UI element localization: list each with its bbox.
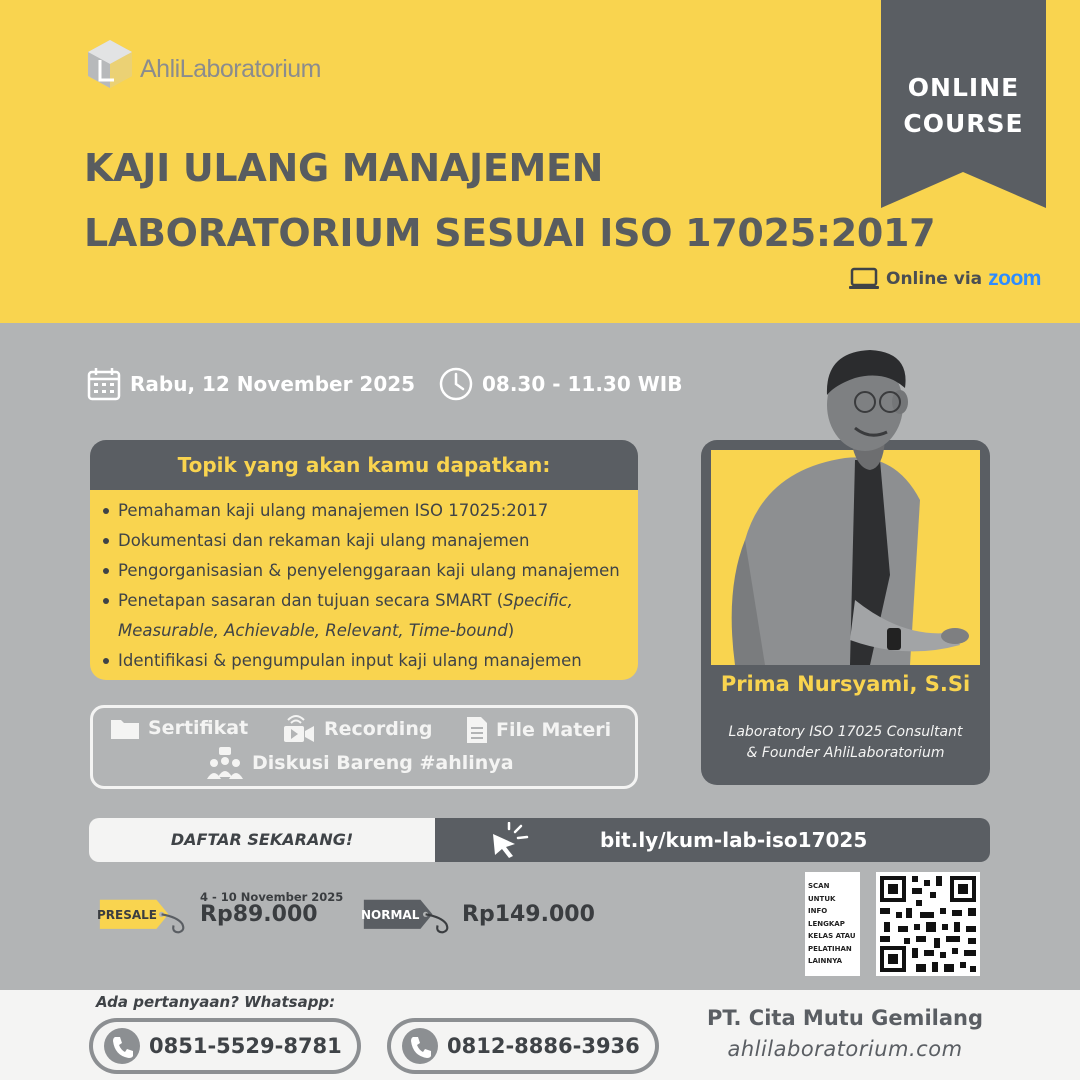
platform-label: Online via <box>886 269 983 289</box>
phone-icon <box>103 1027 141 1065</box>
phone-icon <box>401 1027 439 1065</box>
registration-link[interactable] <box>435 818 990 862</box>
brand-name: AhliLaboratorium <box>140 55 321 83</box>
clock-icon <box>438 366 474 402</box>
registration-url[interactable]: bit.ly/kum-lab-iso17025 <box>600 828 868 852</box>
event-time-text: 08.30 - 11.30 WIB <box>482 372 683 396</box>
qr-code[interactable] <box>876 872 980 976</box>
course-title-line2: LABORATORIUM SESUAI ISO 17025:2017 <box>84 211 936 255</box>
list-item: Identifikasi & pengumpulan input kaji ulang manajemen <box>98 646 638 676</box>
ribbon-label <box>881 70 1046 142</box>
scan-instructions: SCAN UNTUK INFO LENGKAP KELAS ATAU PELATIHAN LAINNYA <box>805 872 860 976</box>
laptop-icon <box>848 267 880 291</box>
video-camera-icon <box>282 714 316 744</box>
ribbon-line1: ONLINE <box>907 73 1020 102</box>
topics-list <box>98 496 638 676</box>
registration-bar[interactable] <box>89 818 990 862</box>
presale-label: PRESALE <box>97 908 158 922</box>
speaker-role: Laboratory ISO 17025 Consultant & Founder AhliLaboratorium <box>728 724 963 761</box>
folder-icon <box>110 716 140 740</box>
platform-info <box>848 266 1041 292</box>
phone-number-1[interactable]: 0851-5529-8781 <box>149 1034 342 1058</box>
speaker-photo <box>705 340 985 665</box>
list-item: Pengorganisasian & penyelenggaraan kaji ulang manajemen <box>98 556 638 586</box>
cursor-click-icon <box>485 822 535 858</box>
benefit-material: File Materi <box>466 716 611 744</box>
list-item: Penetapan sasaran dan tujuan secara SMART (Specific, Measurable, Achievable, Relevant, Time-bound) <box>98 586 638 646</box>
event-date <box>86 366 415 402</box>
normal-label: NORMAL <box>361 908 420 922</box>
register-now-label[interactable]: DAFTAR SEKARANG! <box>89 818 435 862</box>
ribbon-line2: COURSE <box>903 109 1024 138</box>
presale-price: Rp89.000 <box>200 902 318 927</box>
calendar-icon <box>86 366 122 402</box>
group-discussion-icon <box>206 746 244 780</box>
zoom-logo: zoom <box>988 267 1041 290</box>
speaker-name: Prima Nursyami, S.Si <box>720 672 971 696</box>
topics-heading: Topik yang akan kamu dapatkan: <box>90 440 638 490</box>
event-date-text: Rabu, 12 November 2025 <box>130 372 416 396</box>
presale-period: 4 - 10 November 2025 <box>200 890 344 904</box>
list-item: Pemahaman kaji ulang manajemen ISO 17025:2017 <box>98 496 638 526</box>
course-title-line1: KAJI ULANG MANAJEMEN <box>84 146 604 190</box>
list-item: Dokumentasi dan rekaman kaji ulang manajemen <box>98 526 638 556</box>
topics-panel <box>90 490 638 680</box>
whatsapp-number-2[interactable] <box>387 1018 659 1074</box>
company-name: PT. Cita Mutu Gemilang <box>706 1006 983 1030</box>
benefit-discussion: Diskusi Bareng #ahlinya <box>206 746 514 780</box>
whatsapp-number-1[interactable] <box>89 1018 361 1074</box>
phone-number-2[interactable]: 0812-8886-3936 <box>447 1034 640 1058</box>
document-icon <box>466 716 488 744</box>
website-link[interactable]: ahlilaboratorium.com <box>727 1037 963 1061</box>
whatsapp-question: Ada pertanyaan? Whatsapp: <box>96 993 336 1011</box>
normal-price: Rp149.000 <box>462 902 595 927</box>
benefit-certificate: Sertifikat <box>110 716 248 740</box>
event-time <box>438 366 682 402</box>
benefit-recording: Recording <box>282 714 432 744</box>
